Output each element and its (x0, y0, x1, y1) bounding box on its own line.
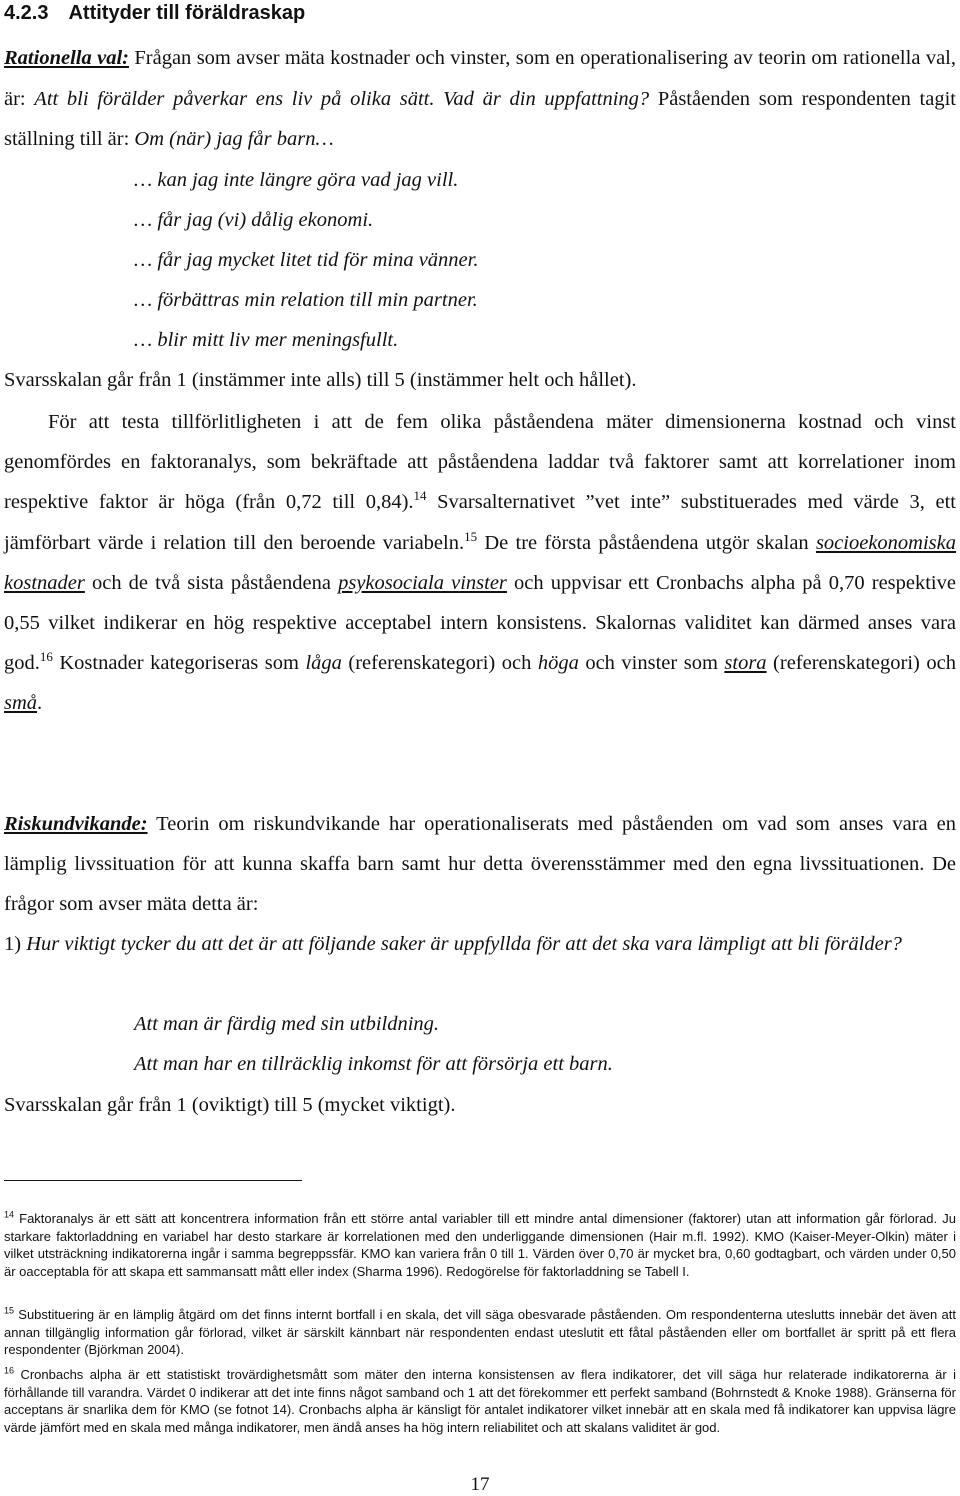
section-heading: 4.2.3 Attityder till föräldraskap (4, 2, 306, 24)
risk-item: Att man har en tillräcklig inkomst för att försörja ett barn. (134, 1053, 613, 1075)
rational-scale: Svarsskalan går från 1 (instämmer inte alls) till 5 (instämmer helt och hållet). (4, 369, 637, 391)
footnote-text: Substituering är en lämplig åtgärd om det finns internt bortfall i en skala, det vill säga obesvarade påståenden. Om respondenterna uteslutts innebär det även att annan tillgänglig information går förlorad, vilket är särskilt kännbart när respondenten endast uteslutit ett fåtal påståenden eller om bortfallet är spritt på ett flera respondenter (Björkman 2004). (4, 1307, 956, 1357)
p2-text: och de två sista påståendena (84, 571, 339, 594)
rational-label: Rationella val: (4, 47, 129, 69)
risk-question (4, 924, 956, 964)
footnote-separator (4, 1180, 302, 1181)
rational-intro-a: Frågan som avser mäta kostnader och vinster, som en operationalisering av teorin om rationella val, är: (4, 47, 956, 110)
risk-paragraph (4, 804, 956, 924)
rational-intro-paragraph (4, 38, 956, 160)
rational-item: … får jag mycket litet tid för mina vänner. (134, 249, 479, 271)
risk-question-number: 1) (4, 933, 27, 955)
p2-text: och uppvisar ett Cronbachs alpha på 0,70 respektive 0,55 vilket indikerar en hög respektive acceptabel intern konsistens. Skalornas validitet kan därmed anses vara god. (4, 571, 956, 675)
footnote-text: Faktoranalys är ett sätt att koncentrera information från ett större antal variabler till ett mindre antal dimensioner (faktorer) utan att information går förlorad. Ju starkare faktorladdning en variabel har desto starkare är korrelationen med den underliggande dimensionen (Hair m.fl. 1992). KMO (Kaiser-Meyer-Olkin) mäter i vilket utsträckning indikatorerna ingår i samma begreppssfär. KMO kan variera från 0 till 1. Värden över 0,70 är mycket bra, 0,60 godtagbart, och värden under 0,50 är oacceptabla för att skapa ett sammansatt mått eller index (Sharma 1996). Redogörelse för faktorladdning se Tabell I. (4, 1211, 956, 1279)
rational-item: … förbättras min relation till min partner. (134, 289, 478, 311)
rational-stem: Om (när) jag får barn… (134, 128, 334, 150)
category-large: stora (724, 652, 767, 675)
p2-text: De tre första påståendena utgör skalan (477, 531, 816, 554)
rational-item: … kan jag inte längre göra vad jag vill. (134, 169, 459, 191)
footnote-text: Cronbachs alpha är ett statistiskt trovärdighetsmått som mäter den interna konsistensen av flera indikatorer, det vill säga hur relaterade indikatorerna är i förhållande till varandra. Värdet 0 indikerar att det inte finns något samband och 1 att det förekommer ett perfekt samband (Bohrnstedt & Knoke 1988). Gränserna för acceptans är snarlika dem för KMO (se fotnot 14). Cronbachs alpha är känsligt för antalet indikatorer vilket innebär att en skala med få indikatorer kan uppvisa lägre värde jämfört med en skala med många indikatorer, men ändå anses ha hög intern reliabilitet och att skalans validitet är god. (4, 1367, 956, 1435)
rational-item: … blir mitt liv mer meningsfullt. (134, 329, 399, 351)
rational-question: Att bli förälder påverkar ens liv på olika sätt. Vad är din uppfattning? (34, 87, 650, 110)
rational-intro-b: Påståenden som respondenten tagit ställning till är: (4, 87, 956, 150)
footnote-number: 15 (4, 1305, 15, 1316)
footnote-number: 16 (4, 1365, 15, 1376)
category-low: låga (305, 652, 342, 675)
risk-scale: Svarsskalan går från 1 (oviktigt) till 5 (mycket viktigt). (4, 1094, 456, 1116)
footnote-number: 14 (4, 1209, 15, 1220)
footnote-ref-15: 15 (464, 528, 478, 544)
risk-item: Att man är färdig med sin utbildning. (134, 1013, 440, 1035)
footnote-16 (4, 1366, 956, 1436)
p2-text: (referenskategori) och (341, 652, 538, 675)
footnote-15 (4, 1306, 956, 1359)
risk-question-text: Hur viktigt tycker du att det är att följande saker är uppfyllda för att det ska vara lämpligt att bli förälder? (26, 933, 902, 955)
p2-text: Svarsalternativet ”vet inte” substituerades med värde 3, ett jämförbart värde i relation till den beroende variabeln. (4, 491, 956, 554)
risk-text: Teorin om riskundvikande har operationaliserats med påståenden om vad som anses vara en lämplig livssituation för att kunna skaffa barn samt hur detta överensstämmer med den egna livssituationen. De frågor som avser mäta detta är: (4, 813, 956, 915)
footnote-ref-14: 14 (413, 488, 427, 504)
scale-name-gains: psykosociala vinster (338, 571, 507, 594)
footnote-14 (4, 1210, 956, 1280)
p2-text: och vinster som (578, 652, 725, 675)
rational-item: … får jag (vi) dålig ekonomi. (134, 209, 374, 231)
p2-text: (referenskategori) och (766, 652, 956, 675)
p2-text: Kostnader kategoriseras som (52, 652, 306, 675)
risk-label: Riskundvikande: (4, 813, 148, 835)
p2-text: . (37, 692, 43, 715)
footnote-ref-16: 16 (39, 649, 53, 665)
category-small: små (4, 692, 38, 715)
category-high: höga (537, 652, 579, 675)
scale-name-costs: socioekonomiska kostnader (4, 531, 956, 594)
p2-text: För att testa tillförlitligheten i att de fem olika påståendena mäter dimensionerna kostnad och vinst genomfördes en faktoranalys, som bekräftade att påståendena laddar två faktorer samt att korrelationer inom respektive faktor är höga (från 0,72 till 0,84). (4, 411, 956, 514)
page-number: 17 (470, 1474, 490, 1495)
reliability-paragraph (4, 402, 956, 724)
